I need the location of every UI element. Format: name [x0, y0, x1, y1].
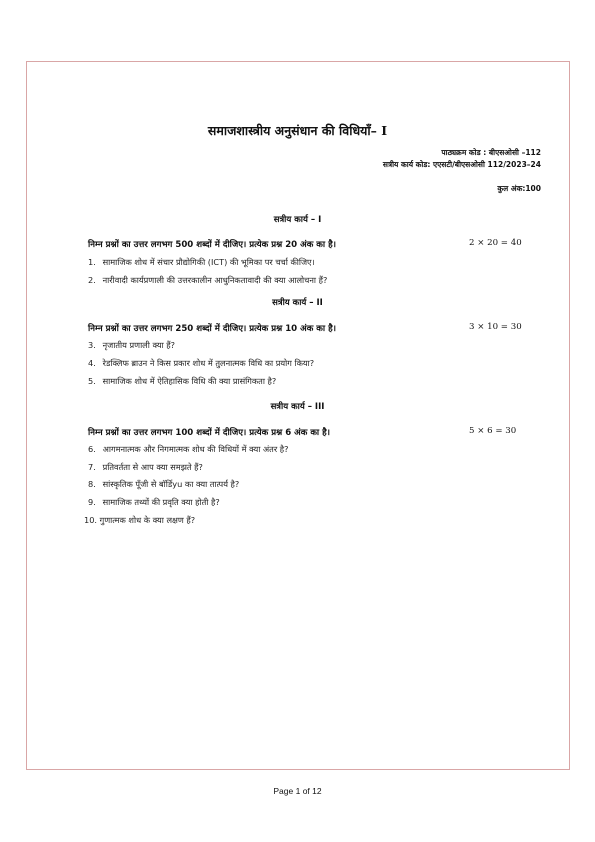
question-item: 6. आगमनात्मक और निगमात्मक शोध की विधियों में क्या अंतर है? [88, 444, 289, 454]
course-code: पाठ्यक्रम कोड : बीएसओसी –112 [441, 148, 541, 157]
section-heading-3: सत्रीय कार्य – III [270, 402, 325, 412]
section-heading-1: सत्रीय कार्य – I [273, 215, 322, 225]
question-item: 7. प्रतिवर्तता से आप क्या समझते हैं? [88, 462, 203, 472]
section-marks-3: 5 × 6 = 30 [469, 426, 517, 436]
question-item: 8. सांस्कृतिक पूँजी से बॉर्डिyu का क्या तात्पर्य है? [88, 479, 240, 489]
section-instruction-3: निम्न प्रश्नों का उत्तर लगभग 100 शब्दों में दीजिए। प्रत्येक प्रश्न 6 अंक का है। [88, 428, 330, 438]
section-instruction-1: निम्न प्रश्नों का उत्तर लगभग 500 शब्दों में दीजिए। प्रत्येक प्रश्न 20 अंक का है। [88, 240, 336, 250]
section-instruction-2: निम्न प्रश्नों का उत्तर लगभग 250 शब्दों में दीजिए। प्रत्येक प्रश्न 10 अंक का है। [88, 324, 336, 334]
question-item: 5. सामाजिक शोध में ऐतिहासिक विधि की क्या प्रासंगिकता है? [88, 376, 277, 386]
page-title: समाजशास्त्रीय अनुसंधान की विधियाँ– I [207, 123, 388, 138]
question-item: 9. सामाजिक तथ्यों की प्रवृति क्या होती है? [88, 497, 220, 507]
page-number: Page 1 of 12 [273, 786, 322, 796]
question-item: 10. गुणात्मक शोध के क्या लक्षण हैं? [84, 515, 196, 525]
question-item: 2. नारीवादी कार्यप्रणाली की उत्तरकालीन आधुनिकतावादी की क्या आलोचना हैं? [88, 275, 328, 285]
assignment-code: सत्रीय कार्य कोड: एएसटी/बीएसओसी 112/2023–24 [382, 160, 541, 169]
question-item: 3. नृजातीय प्रणाली क्या हैं? [88, 340, 176, 350]
section-heading-2: सत्रीय कार्य – II [272, 298, 323, 308]
total-marks: कुल अंक:100 [497, 184, 541, 193]
section-marks-1: 2 × 20 = 40 [469, 238, 522, 248]
section-marks-2: 3 × 10 = 30 [469, 322, 522, 332]
question-item: 4. रेडक्लिफ ब्राउन ने किस प्रकार शोध में तुलनात्मक विधि का प्रयोग किया? [88, 358, 315, 368]
question-item: 1. सामाजिक शोध में संचार प्रौद्योगिकी (ICT) की भूमिका पर चर्चा कीजिए। [88, 257, 315, 267]
